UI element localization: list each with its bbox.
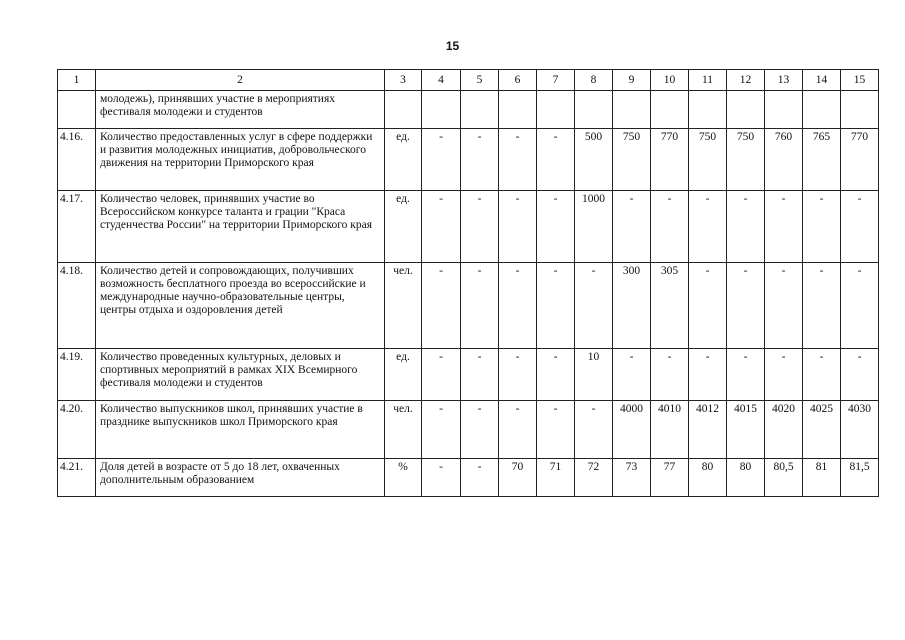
column-header-row	[58, 70, 879, 91]
column-header: 3	[385, 70, 422, 91]
value-cell: -	[537, 401, 575, 459]
value-cell: 10	[575, 349, 613, 401]
value-cell: 4010	[651, 401, 689, 459]
value-cell: -	[461, 263, 499, 349]
value-cell: -	[803, 191, 841, 263]
value-cell: -	[841, 263, 879, 349]
value-cell	[461, 91, 499, 129]
value-cell: -	[765, 263, 803, 349]
value-cell: -	[499, 129, 537, 191]
value-cell: 80	[727, 459, 765, 497]
value-cell: 4015	[727, 401, 765, 459]
indicator-description: молодежь), принявших участие в мероприятиях фестиваля молодежи и студентов	[96, 91, 385, 129]
value-cell: -	[422, 263, 461, 349]
column-header: 8	[575, 70, 613, 91]
value-cell	[841, 91, 879, 129]
unit-cell: ед.	[385, 191, 422, 263]
value-cell	[689, 91, 727, 129]
value-cell: 765	[803, 129, 841, 191]
value-cell: -	[537, 263, 575, 349]
value-cell: 80,5	[765, 459, 803, 497]
table-row	[58, 91, 879, 129]
value-cell	[727, 91, 765, 129]
column-header: 15	[841, 70, 879, 91]
value-cell: 71	[537, 459, 575, 497]
row-number: 4.16.	[58, 129, 96, 191]
row-number: 4.20.	[58, 401, 96, 459]
value-cell: -	[422, 191, 461, 263]
value-cell: 73	[613, 459, 651, 497]
value-cell: -	[537, 349, 575, 401]
value-cell: -	[499, 263, 537, 349]
page-number: 15	[445, 39, 460, 53]
indicator-description: Количество человек, принявших участие во Всероссийском конкурсе таланта и грации "Краса студенчества России" на территории Приморского края	[96, 191, 385, 263]
column-header: 13	[765, 70, 803, 91]
value-cell: 4020	[765, 401, 803, 459]
value-cell: 4030	[841, 401, 879, 459]
value-cell: 1000	[575, 191, 613, 263]
value-cell: -	[689, 349, 727, 401]
value-cell	[499, 91, 537, 129]
column-header: 4	[422, 70, 461, 91]
row-number: 4.18.	[58, 263, 96, 349]
value-cell: -	[651, 191, 689, 263]
value-cell: -	[422, 349, 461, 401]
indicator-description: Количество выпускников школ, принявших участие в празднике выпускников школ Приморского края	[96, 401, 385, 459]
unit-cell	[385, 91, 422, 129]
value-cell: 4000	[613, 401, 651, 459]
value-cell: -	[765, 191, 803, 263]
value-cell: -	[461, 459, 499, 497]
value-cell: -	[499, 191, 537, 263]
value-cell: 4025	[803, 401, 841, 459]
table-row	[58, 191, 879, 263]
row-number: 4.17.	[58, 191, 96, 263]
value-cell: -	[613, 191, 651, 263]
value-cell: 750	[613, 129, 651, 191]
value-cell: -	[461, 129, 499, 191]
indicator-description: Количество проведенных культурных, деловых и спортивных мероприятий в рамках XIX Всемирного фестиваля молодежи и студентов	[96, 349, 385, 401]
indicator-description: Доля детей в возрасте от 5 до 18 лет, охваченных дополнительным образованием	[96, 459, 385, 497]
column-header: 10	[651, 70, 689, 91]
table-row	[58, 401, 879, 459]
table-row	[58, 263, 879, 349]
column-header: 12	[727, 70, 765, 91]
indicator-description: Количество предоставленных услуг в сфере поддержки и развития молодежных инициатив, добровольческого движения на территории Приморского края	[96, 129, 385, 191]
value-cell: 80	[689, 459, 727, 497]
value-cell: -	[537, 129, 575, 191]
value-cell: 81	[803, 459, 841, 497]
row-number	[58, 91, 96, 129]
value-cell: 72	[575, 459, 613, 497]
table-row	[58, 349, 879, 401]
value-cell: 300	[613, 263, 651, 349]
value-cell	[575, 91, 613, 129]
unit-cell: %	[385, 459, 422, 497]
column-header: 14	[803, 70, 841, 91]
value-cell	[765, 91, 803, 129]
value-cell: 81,5	[841, 459, 879, 497]
column-header: 2	[96, 70, 385, 91]
value-cell: -	[803, 349, 841, 401]
unit-cell: чел.	[385, 263, 422, 349]
value-cell: -	[422, 129, 461, 191]
column-header: 9	[613, 70, 651, 91]
value-cell: -	[575, 401, 613, 459]
value-cell: -	[461, 401, 499, 459]
value-cell	[422, 91, 461, 129]
unit-cell: ед.	[385, 129, 422, 191]
column-header: 7	[537, 70, 575, 91]
table-row	[58, 129, 879, 191]
column-header: 1	[58, 70, 96, 91]
value-cell: -	[727, 191, 765, 263]
value-cell: 770	[651, 129, 689, 191]
value-cell	[803, 91, 841, 129]
column-header: 11	[689, 70, 727, 91]
value-cell: -	[727, 263, 765, 349]
value-cell: -	[651, 349, 689, 401]
column-header: 6	[499, 70, 537, 91]
value-cell	[651, 91, 689, 129]
value-cell: -	[841, 191, 879, 263]
table-row	[58, 459, 879, 497]
value-cell: -	[461, 191, 499, 263]
row-number: 4.21.	[58, 459, 96, 497]
column-header: 5	[461, 70, 499, 91]
value-cell: 750	[689, 129, 727, 191]
value-cell: 4012	[689, 401, 727, 459]
value-cell: -	[422, 459, 461, 497]
value-cell: -	[803, 263, 841, 349]
value-cell: -	[422, 401, 461, 459]
value-cell: -	[841, 349, 879, 401]
unit-cell: чел.	[385, 401, 422, 459]
value-cell: 305	[651, 263, 689, 349]
value-cell: -	[575, 263, 613, 349]
value-cell: -	[689, 263, 727, 349]
value-cell: 770	[841, 129, 879, 191]
value-cell: 70	[499, 459, 537, 497]
indicator-description: Количество детей и сопровождающих, получивших возможность бесплатного проезда во всероссийские и международные научно-образовательные центры, центры отдыха и оздоровления детей	[96, 263, 385, 349]
value-cell: -	[537, 191, 575, 263]
value-cell	[613, 91, 651, 129]
value-cell: -	[765, 349, 803, 401]
value-cell: -	[727, 349, 765, 401]
row-number: 4.19.	[58, 349, 96, 401]
indicator-table	[57, 69, 879, 497]
value-cell: -	[499, 349, 537, 401]
value-cell: -	[461, 349, 499, 401]
value-cell: 760	[765, 129, 803, 191]
value-cell: -	[499, 401, 537, 459]
unit-cell: ед.	[385, 349, 422, 401]
value-cell: -	[689, 191, 727, 263]
value-cell	[537, 91, 575, 129]
value-cell: 77	[651, 459, 689, 497]
value-cell: 500	[575, 129, 613, 191]
value-cell: -	[613, 349, 651, 401]
value-cell: 750	[727, 129, 765, 191]
